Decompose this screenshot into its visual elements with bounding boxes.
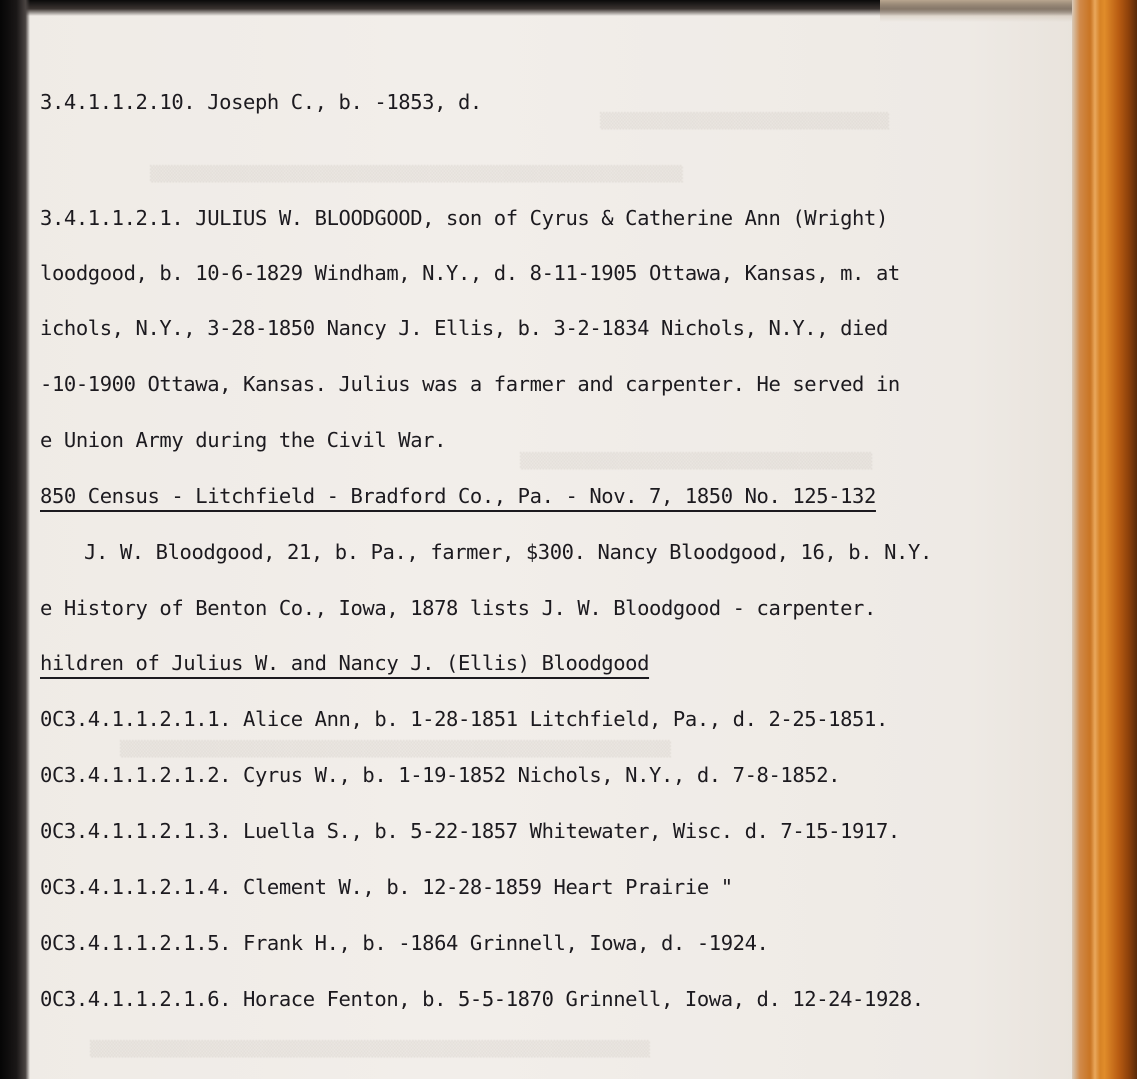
bleed-through-texture: ▒▒▒▒▒▒▒▒▒▒▒▒▒▒▒▒▒▒▒▒▒▒▒▒▒▒▒▒▒▒▒▒▒▒▒▒▒▒▒ bbox=[520, 452, 873, 470]
child-entry-cyrus: 0C3.4.1.1.2.1.2. Cyrus W., b. 1-19-1852 Nichols, N.Y., d. 7-8-1852. bbox=[40, 763, 841, 787]
text-line-entry-joseph: 3.4.1.1.2.10. Joseph C., b. -1853, d. bbox=[40, 90, 482, 114]
text-line-julius-heading: 3.4.1.1.2.1. JULIUS W. BLOODGOOD, son of Cyrus & Catherine Ann (Wright) bbox=[40, 206, 888, 230]
bleed-through-texture: ▒▒▒▒▒▒▒▒▒▒▒▒▒▒▒▒▒▒▒▒▒▒▒▒▒▒▒▒▒▒▒▒ bbox=[600, 112, 889, 130]
text-line-history-reference: e History of Benton Co., Iowa, 1878 lists J. W. Bloodgood - carpenter. bbox=[40, 596, 876, 620]
bleed-through-texture: ▒▒▒▒▒▒▒▒▒▒▒▒▒▒▒▒▒▒▒▒▒▒▒▒▒▒▒▒▒▒▒▒▒▒▒▒▒▒▒▒▒▒▒▒▒▒▒▒▒▒▒▒▒▒▒▒▒▒▒▒▒ bbox=[120, 740, 671, 758]
text-line-julius-birth: loodgood, b. 10-6-1829 Windham, N.Y., d. 8-11-1905 Ottawa, Kansas, m. at bbox=[40, 261, 900, 285]
child-entry-alice: 0C3.4.1.1.2.1.1. Alice Ann, b. 1-28-1851 Litchfield, Pa., d. 2-25-1851. bbox=[40, 707, 888, 731]
text-line-julius-service: e Union Army during the Civil War. bbox=[40, 428, 447, 452]
book-spine-highlight bbox=[1090, 0, 1100, 1079]
census-heading: 850 Census - Litchfield - Bradford Co., Pa. - Nov. 7, 1850 No. 125-132 bbox=[40, 484, 876, 508]
bleed-through-texture: ▒▒▒▒▒▒▒▒▒▒▒▒▒▒▒▒▒▒▒▒▒▒▒▒▒▒▒▒▒▒▒▒▒▒▒▒▒▒▒▒▒▒▒▒▒▒▒▒▒▒▒▒▒▒▒▒▒▒▒ bbox=[150, 165, 683, 183]
bleed-through-texture: ▒▒▒▒▒▒▒▒▒▒▒▒▒▒▒▒▒▒▒▒▒▒▒▒▒▒▒▒▒▒▒▒▒▒▒▒▒▒▒▒▒▒▒▒▒▒▒▒▒▒▒▒▒▒▒▒▒▒▒▒▒▒ bbox=[90, 1040, 650, 1058]
child-entry-luella: 0C3.4.1.1.2.1.3. Luella S., b. 5-22-1857 Whitewater, Wisc. d. 7-15-1917. bbox=[40, 819, 900, 843]
child-entry-frank: 0C3.4.1.1.2.1.5. Frank H., b. -1864 Grinnell, Iowa, d. -1924. bbox=[40, 931, 769, 955]
child-entry-horace: 0C3.4.1.1.2.1.6. Horace Fenton, b. 5-5-1870 Grinnell, Iowa, d. 12-24-1928. bbox=[40, 987, 924, 1011]
child-entry-clement: 0C3.4.1.1.2.1.4. Clement W., b. 12-28-1859 Heart Prairie " bbox=[40, 875, 733, 899]
text-line-census-record: J. W. Bloodgood, 21, b. Pa., farmer, $300. Nancy Bloodgood, 16, b. N.Y. bbox=[84, 540, 932, 564]
book-spine bbox=[1072, 0, 1137, 1079]
page-top-shadow-edge bbox=[880, 0, 1080, 22]
text-line-julius-marriage: ichols, N.Y., 3-28-1850 Nancy J. Ellis, b. 3-2-1834 Nichols, N.Y., died bbox=[40, 316, 888, 340]
page-left-edge-shadow bbox=[0, 0, 30, 1079]
text-line-julius-occupation: -10-1900 Ottawa, Kansas. Julius was a farmer and carpenter. He served in bbox=[40, 372, 900, 396]
children-heading: hildren of Julius W. and Nancy J. (Ellis) Bloodgood bbox=[40, 651, 650, 675]
